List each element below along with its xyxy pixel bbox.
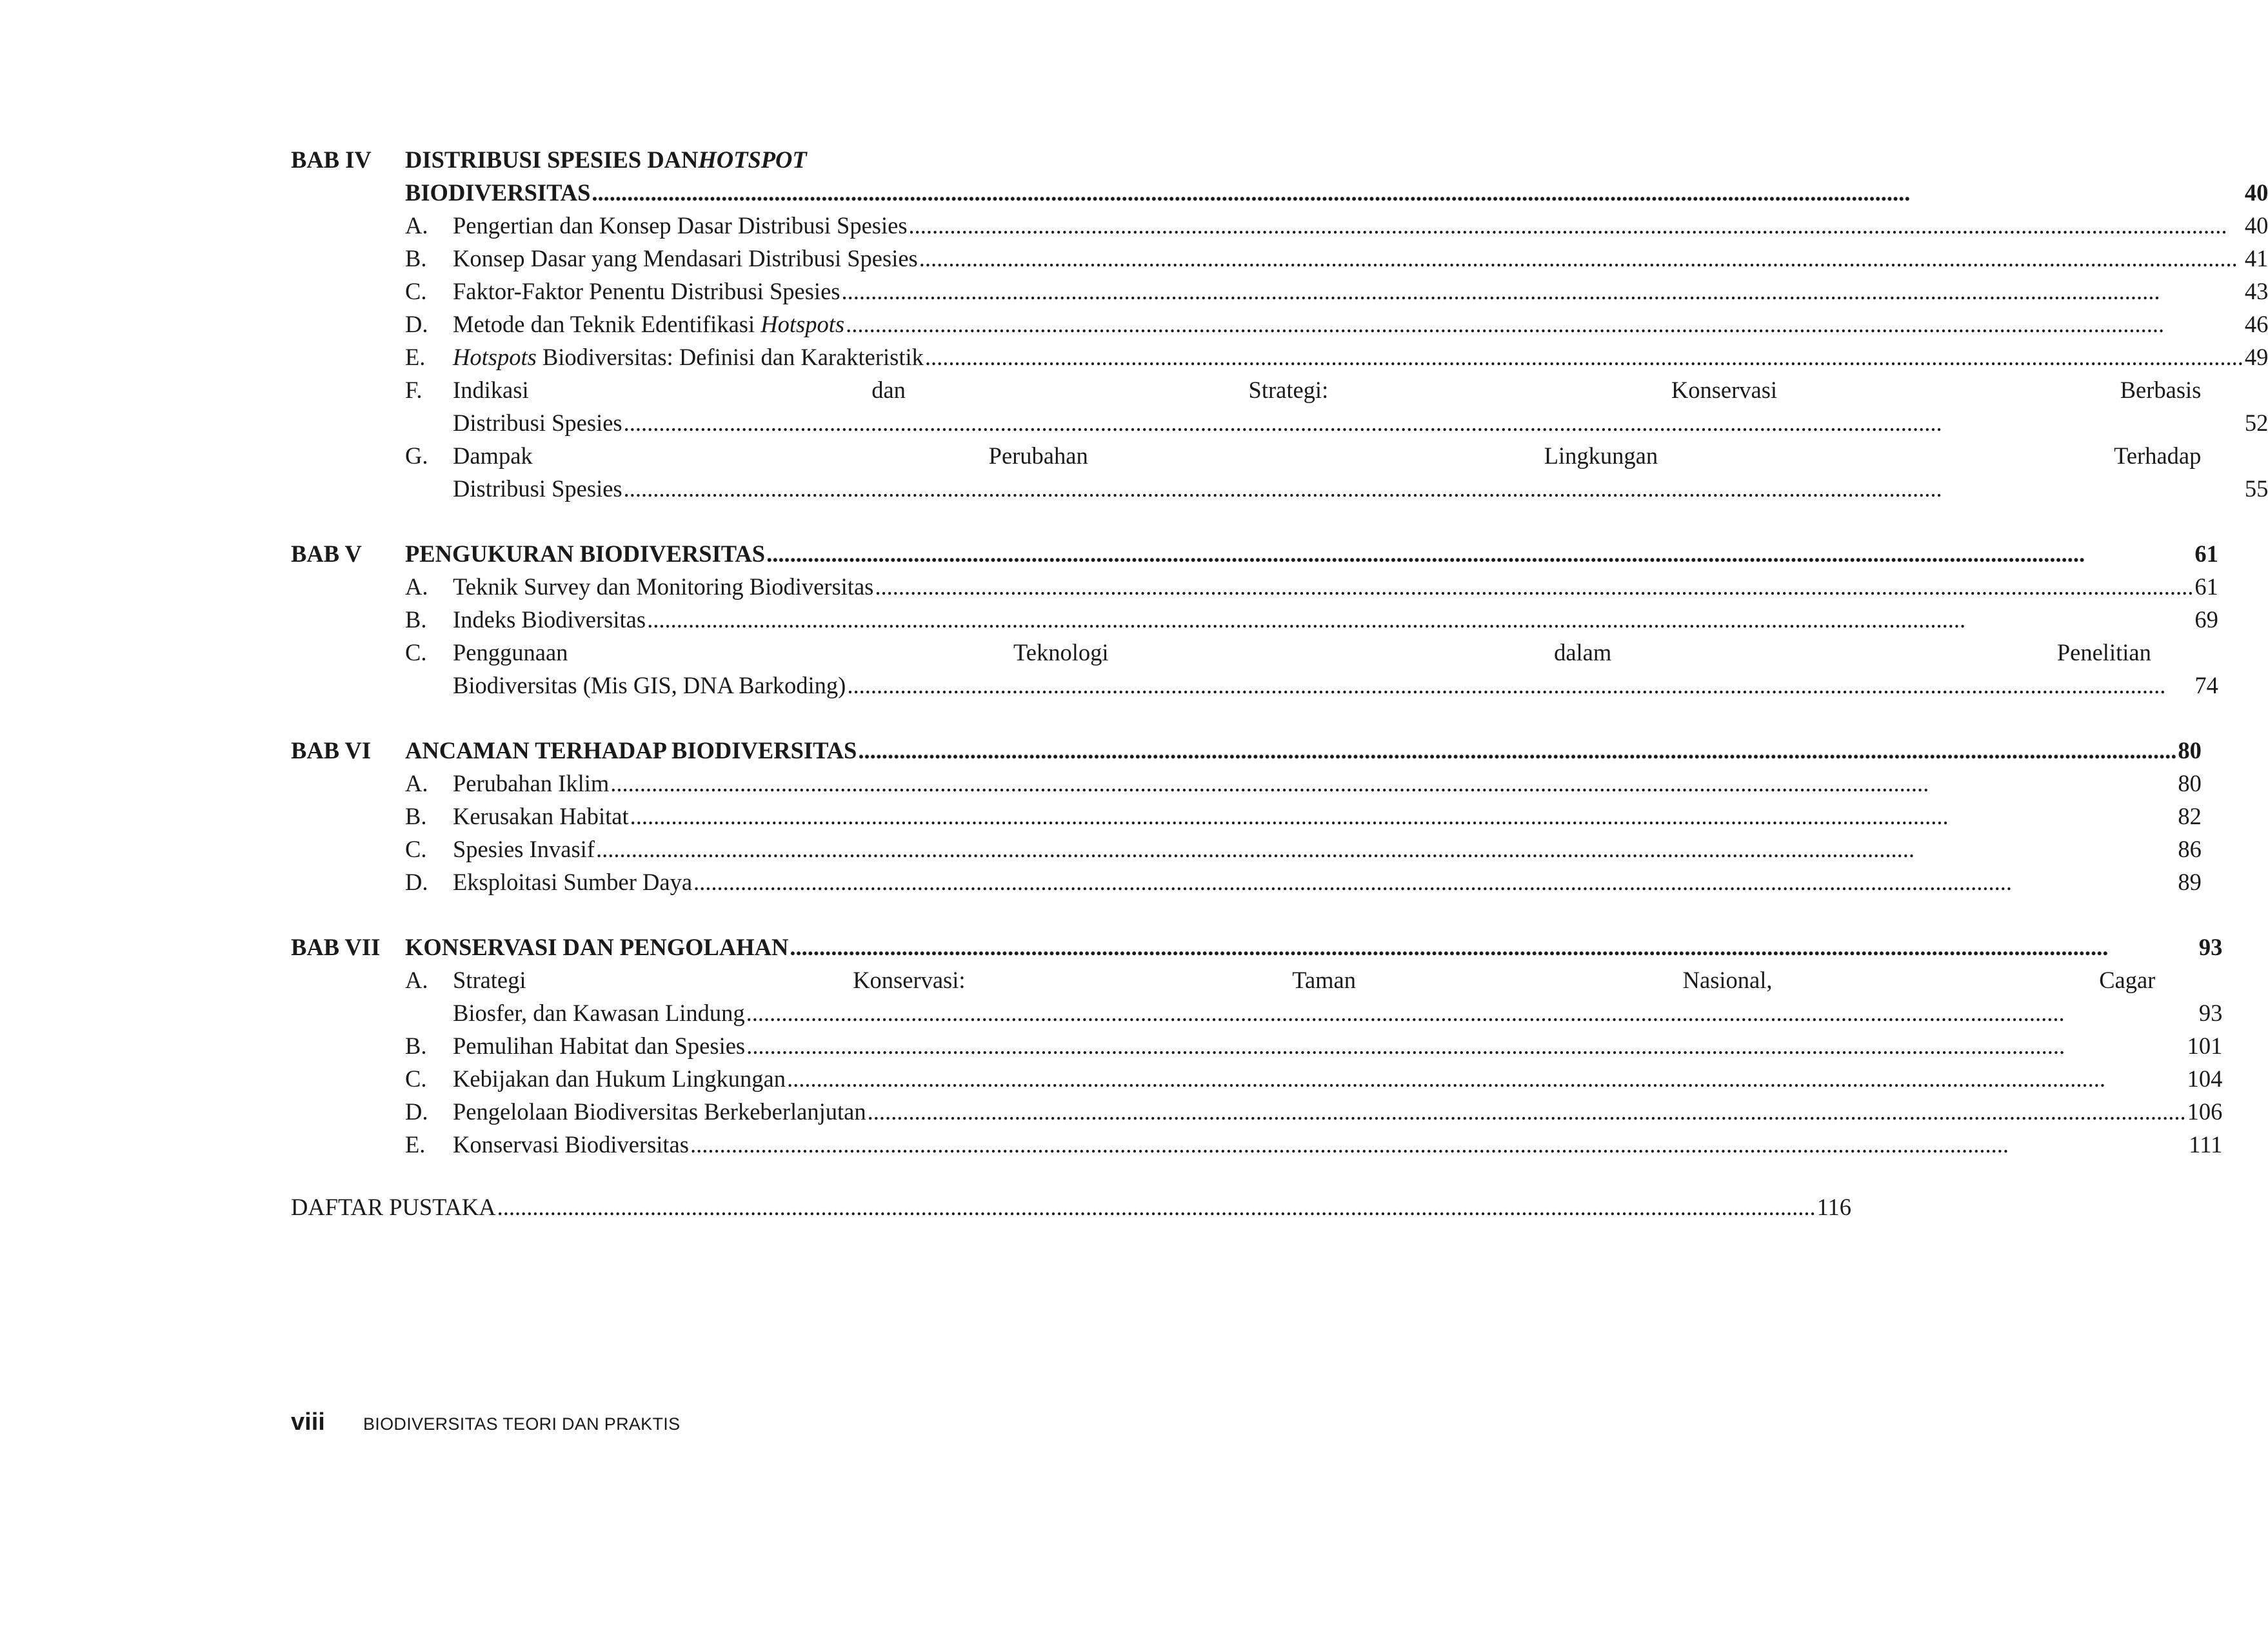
chapter-label: BAB IV [291, 146, 372, 173]
chapter-label: BAB VII [291, 934, 381, 960]
dot-leader [693, 865, 2176, 898]
toc-item-v-c[interactable]: C. Penggunaan Teknologi dalam Penelitian Biodiversitas (Mis GIS, DNA Barkoding) ..... 74 [405, 636, 2218, 702]
toc-item-vii-c[interactable]: C. Kebijakan dan Hukum Lingkungan ..... 104 [405, 1062, 2222, 1095]
page-number: viii [291, 1409, 325, 1436]
dot-leader [909, 209, 2243, 242]
dot-leader [919, 242, 2243, 275]
dot-leader [746, 996, 2198, 1029]
toc-item-iv-a[interactable]: A. Pengertian dan Konsep Dasar Distribusi Spesies ..... 40 [405, 209, 2268, 242]
dot-leader [746, 1029, 2185, 1062]
running-title: BIODIVERSITAS TEORI DAN PRAKTIS [363, 1414, 681, 1434]
justified-line: Indikasi dan Strategi: Konservasi Berbasis [453, 377, 2202, 403]
dot-leader [610, 767, 2176, 800]
toc-item-vii-b[interactable]: B. Pemulihan Habitat dan Spesies ..... 101 [405, 1029, 2222, 1062]
justified-line: Penggunaan Teknologi dalam Penelitian [453, 639, 2151, 666]
dot-leader [841, 275, 2243, 308]
toc-item-iv-c[interactable]: C. Faktor-Faktor Penentu Distribusi Spesies ..... 43 [405, 275, 2268, 308]
toc-item-v-b[interactable]: B. Indeks Biodiversitas ..... 69 [405, 603, 2218, 636]
dot-leader [497, 1191, 1816, 1223]
toc-item-iv-g[interactable]: G. Dampak Perubahan Lingkungan Terhadap Distribusi Spesies ..... 55 [405, 439, 2268, 505]
chapter-bab-vii [291, 931, 2223, 1161]
dot-leader [925, 341, 2243, 373]
dot-leader [787, 1062, 2186, 1095]
toc-item-vi-d[interactable]: D. Eksploitasi Sumber Daya ..... 89 [405, 865, 2202, 898]
justified-line: Strategi Konservasi: Taman Nasional, Cagar [453, 967, 2156, 993]
chapter-page: 80 [2178, 737, 2202, 764]
toc-item-vi-a[interactable]: A. Perubahan Iklim ..... 80 [405, 767, 2202, 800]
dot-leader [790, 931, 2198, 964]
page-footer [291, 1409, 680, 1436]
toc-item-iv-b[interactable]: B. Konsep Dasar yang Mendasari Distribusi Spesies ..... 41 [405, 242, 2268, 275]
dot-leader [868, 1095, 2186, 1128]
chapter-page: 61 [2194, 540, 2218, 567]
dot-leader [624, 472, 2243, 505]
chapter-title-line-1: DISTRIBUSI SPESIES DAN HOTSPOT [405, 143, 2268, 176]
chapter-bab-v [291, 537, 2218, 702]
toc-item-vii-d[interactable]: D. Pengelolaan Biodiversitas Berkeberlanjutan ..... 106 [405, 1095, 2222, 1128]
toc-item-iv-e[interactable]: E. Hotspots Biodiversitas: Definisi dan Karakteristik ..... 49 [405, 341, 2268, 373]
chapter-bab-iv [291, 143, 2268, 505]
dot-leader [690, 1128, 2187, 1161]
dot-leader [875, 570, 2193, 603]
dot-leader [630, 800, 2177, 833]
toc-item-iv-f[interactable]: F. Indikasi dan Strategi: Konservasi Berbasis Distribusi Spesies ..... 52 [405, 373, 2268, 439]
dot-leader [647, 603, 2193, 636]
toc-item-vii-e[interactable]: E. Konservasi Biodiversitas ..... 111 [405, 1128, 2222, 1161]
toc-item-vi-b[interactable]: B. Kerusakan Habitat ..... 82 [405, 800, 2202, 833]
chapter-title: ANCAMAN TERHADAP BIODIVERSITAS ..... 80 [405, 734, 2202, 767]
dot-leader [596, 833, 2176, 865]
toc-item-vi-c[interactable]: C. Spesies Invasif ..... 86 [405, 833, 2202, 865]
chapter-label: BAB V [291, 540, 362, 567]
dot-leader [847, 669, 2193, 702]
chapter-page: 40 [2244, 179, 2268, 206]
chapter-bab-vi [291, 734, 2202, 898]
chapter-title: PENGUKURAN BIODIVERSITAS ..... 61 [405, 537, 2218, 570]
justified-line: Dampak Perubahan Lingkungan Terhadap [453, 442, 2202, 469]
toc-item-iv-d[interactable]: D. Metode dan Teknik Edentifikasi Hotspots ..... 46 [405, 308, 2268, 341]
chapter-title: KONSERVASI DAN PENGOLAHAN ..... 93 [405, 931, 2222, 964]
toc-item-daftar-pustaka[interactable]: DAFTAR PUSTAKA ..... 116 [291, 1191, 1049, 1223]
dot-leader [592, 176, 2243, 209]
dot-leader [846, 308, 2243, 341]
table-of-contents [291, 143, 2268, 1223]
dot-leader [624, 406, 2243, 439]
dot-leader [766, 537, 2193, 570]
toc-item-v-a[interactable]: A. Teknik Survey dan Monitoring Biodiversitas ..... 61 [405, 570, 2218, 603]
chapter-page: 93 [2198, 934, 2223, 960]
chapter-title-line-2: BIODIVERSITAS ..... 40 [405, 176, 2268, 209]
chapter-label: BAB VI [291, 737, 372, 764]
chapter-title-italic: HOTSPOT [698, 146, 807, 173]
toc-item-vii-a[interactable]: A. Strategi Konservasi: Taman Nasional, Cagar Biosfer, dan Kawasan Lindung ..... 93 [405, 964, 2222, 1029]
dot-leader [858, 734, 2176, 767]
